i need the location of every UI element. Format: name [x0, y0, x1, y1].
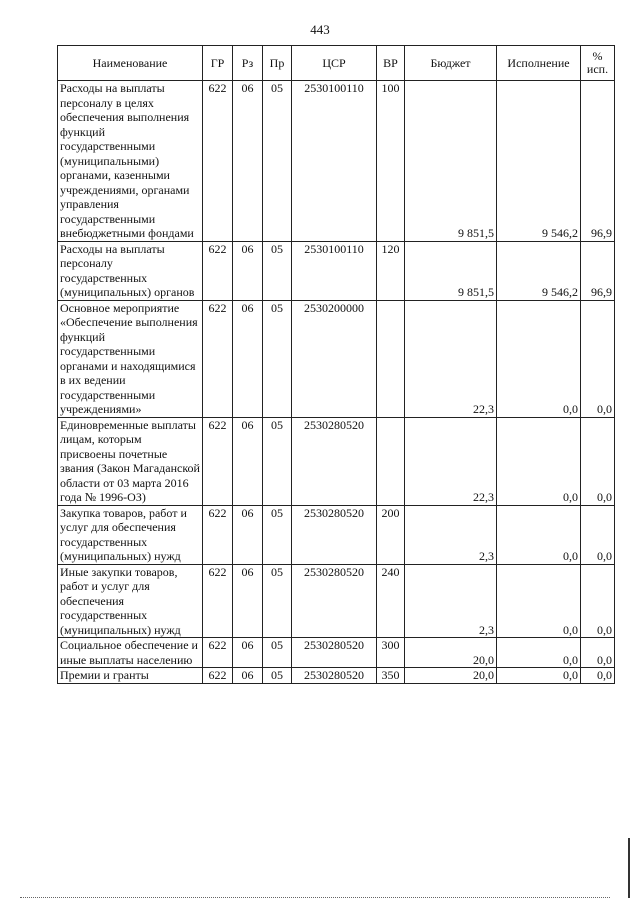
table-row	[58, 241, 615, 300]
row-execution: 0,0	[497, 417, 581, 505]
row-csr: 2530100110	[292, 241, 377, 300]
row-name: Расходы на выплаты персоналу государственных (муниципальных) органов	[58, 241, 203, 300]
header-execution: Исполнение	[497, 46, 581, 81]
row-pct: 96,9	[581, 81, 615, 242]
row-csr: 2530280520	[292, 417, 377, 505]
row-vr: 100	[377, 81, 405, 242]
row-budget: 20,0	[405, 668, 497, 684]
row-execution: 0,0	[497, 300, 581, 417]
header-rz: Рз	[233, 46, 263, 81]
row-gr: 622	[203, 417, 233, 505]
row-pr: 05	[263, 564, 292, 638]
header-name: Наименование	[58, 46, 203, 81]
row-rz: 06	[233, 564, 263, 638]
row-budget: 9 851,5	[405, 81, 497, 242]
table-row	[58, 638, 615, 668]
table-row	[58, 668, 615, 684]
row-rz: 06	[233, 668, 263, 684]
row-execution: 0,0	[497, 564, 581, 638]
row-gr: 622	[203, 505, 233, 564]
row-budget: 22,3	[405, 417, 497, 505]
row-gr: 622	[203, 81, 233, 242]
row-pr: 05	[263, 241, 292, 300]
row-vr: 350	[377, 668, 405, 684]
header-pct-symbol: %	[592, 49, 603, 63]
row-csr: 2530280520	[292, 505, 377, 564]
table-row	[58, 505, 615, 564]
table-header-row	[58, 46, 615, 81]
row-execution: 0,0	[497, 505, 581, 564]
header-pct-label: исп.	[586, 62, 609, 76]
row-rz: 06	[233, 505, 263, 564]
scan-bottom-line	[20, 897, 610, 898]
header-budget: Бюджет	[405, 46, 497, 81]
row-pr: 05	[263, 417, 292, 505]
row-csr: 2530100110	[292, 81, 377, 242]
row-budget: 2,3	[405, 564, 497, 638]
table-row	[58, 564, 615, 638]
header-pct	[581, 46, 615, 81]
row-pct: 0,0	[581, 505, 615, 564]
row-pr: 05	[263, 505, 292, 564]
row-rz: 06	[233, 417, 263, 505]
row-gr: 622	[203, 638, 233, 668]
header-gr: ГР	[203, 46, 233, 81]
row-execution: 0,0	[497, 668, 581, 684]
row-execution: 9 546,2	[497, 241, 581, 300]
row-vr: 240	[377, 564, 405, 638]
row-name: Основное мероприятие «Обеспечение выполнения функций государственными органами и находящимися в их ведении государственными учреждениями»	[58, 300, 203, 417]
page-number: 443	[310, 22, 330, 37]
row-budget: 22,3	[405, 300, 497, 417]
row-vr	[377, 417, 405, 505]
row-budget: 20,0	[405, 638, 497, 668]
row-name: Закупка товаров, работ и услуг для обеспечения государственных (муниципальных) нужд	[58, 505, 203, 564]
row-csr: 2530280520	[292, 564, 377, 638]
row-gr: 622	[203, 564, 233, 638]
row-pr: 05	[263, 668, 292, 684]
row-execution: 0,0	[497, 638, 581, 668]
row-rz: 06	[233, 81, 263, 242]
row-execution: 9 546,2	[497, 81, 581, 242]
header-csr: ЦСР	[292, 46, 377, 81]
row-pr: 05	[263, 638, 292, 668]
row-pr: 05	[263, 300, 292, 417]
row-name: Социальное обеспечение и иные выплаты населению	[58, 638, 203, 668]
row-csr: 2530200000	[292, 300, 377, 417]
row-pct: 0,0	[581, 417, 615, 505]
row-csr: 2530280520	[292, 638, 377, 668]
header-vr: ВР	[377, 46, 405, 81]
row-rz: 06	[233, 638, 263, 668]
row-name: Премии и гранты	[58, 668, 203, 684]
row-rz: 06	[233, 300, 263, 417]
row-gr: 622	[203, 668, 233, 684]
row-pct: 0,0	[581, 564, 615, 638]
header-pr: Пр	[263, 46, 292, 81]
row-name: Расходы на выплаты персоналу в целях обеспечения выполнения функций государственными (муниципальными) органами, казенными учреждениями, органами управления государственными внебюджетными фондами	[58, 81, 203, 242]
row-budget: 2,3	[405, 505, 497, 564]
row-budget: 9 851,5	[405, 241, 497, 300]
row-pct: 0,0	[581, 300, 615, 417]
table-row	[58, 300, 615, 417]
row-vr: 120	[377, 241, 405, 300]
table-row	[58, 417, 615, 505]
row-pct: 96,9	[581, 241, 615, 300]
row-csr: 2530280520	[292, 668, 377, 684]
row-pr: 05	[263, 81, 292, 242]
row-vr	[377, 300, 405, 417]
row-gr: 622	[203, 241, 233, 300]
row-vr: 200	[377, 505, 405, 564]
budget-execution-table	[57, 45, 615, 684]
row-gr: 622	[203, 300, 233, 417]
scan-edge-mark	[628, 838, 630, 898]
table-row	[58, 81, 615, 242]
row-name: Единовременные выплаты лицам, которым присвоены почетные звания (Закон Магаданской области от 03 марта 2016 года № 1996-ОЗ)	[58, 417, 203, 505]
row-pct: 0,0	[581, 638, 615, 668]
row-pct: 0,0	[581, 668, 615, 684]
row-vr: 300	[377, 638, 405, 668]
row-rz: 06	[233, 241, 263, 300]
row-name: Иные закупки товаров, работ и услуг для обеспечения государственных (муниципальных) нужд	[58, 564, 203, 638]
